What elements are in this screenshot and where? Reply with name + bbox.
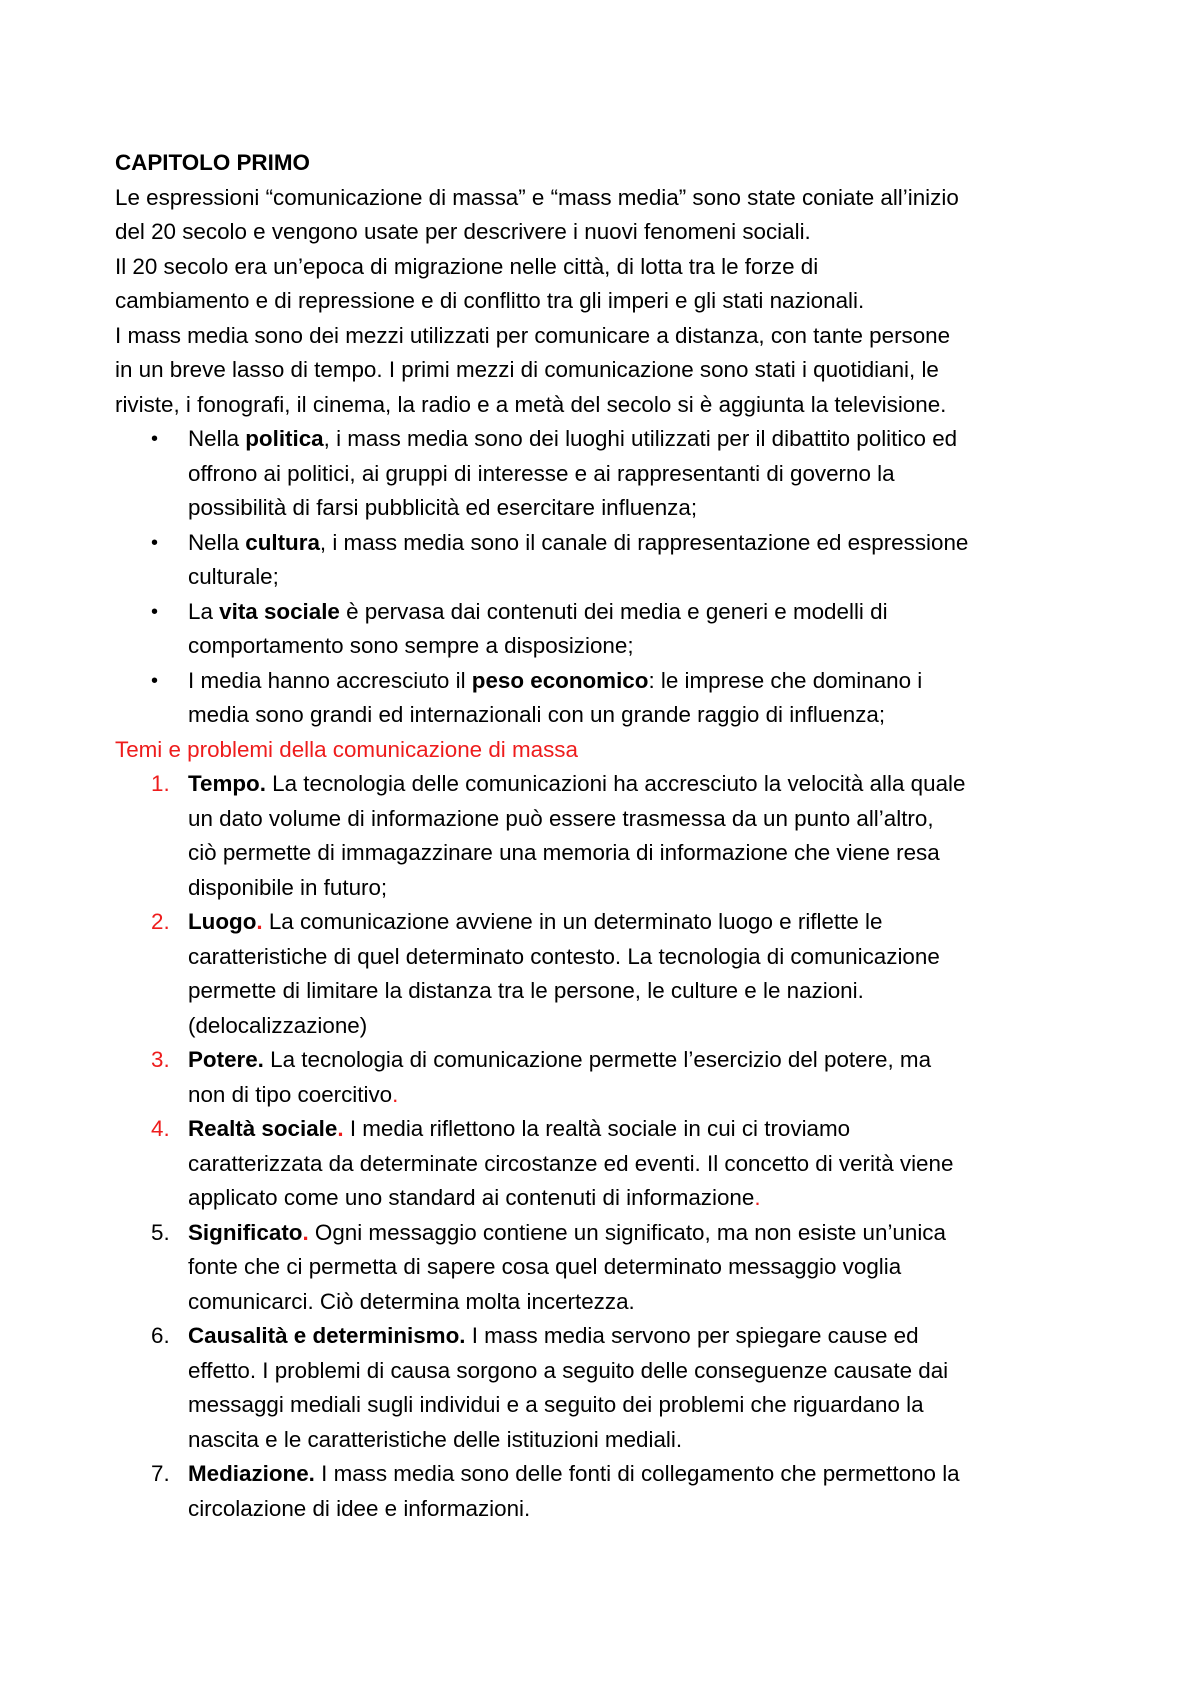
item-first-line [188,767,1100,802]
item-line-text: effetto. I problemi di causa sorgono a seguito delle conseguenze causate dai [188,1357,949,1383]
list-item-text: è pervasa dai contenuti dei media e generi e modelli di [339,598,888,624]
item-line [188,1492,1100,1527]
list-item-text: I media hanno accresciuto il [188,667,472,693]
item-line [188,1181,1100,1216]
list-item-text: Nella [188,426,246,451]
item-first-line [188,1043,1100,1078]
item-line-text: circolazione di idee e informazioni. [188,1495,531,1521]
list-item-keyword: peso economico [471,667,649,693]
list-item-first-line [188,664,1100,699]
item-line-text: comunicarci. Ciò determina molta incertezza. [188,1288,635,1314]
item-line [188,836,1100,871]
item-keyword: Potere. [188,1047,264,1072]
list-item-line: media sono grandi ed internazionali con un grande raggio di influenza; [188,702,886,727]
item-keyword: Causalità e determinismo. [188,1323,466,1348]
bullet-icon: • [151,531,159,554]
item-number: 5. [151,1219,170,1245]
item-text: Ogni messaggio contiene un significato, ma non esiste un’unica [308,1219,946,1245]
item-line [188,871,1100,906]
list-item [115,664,1100,733]
item-text: I mass media servono per spiegare cause ed [465,1323,919,1348]
list-item-first-line [188,422,1100,457]
item-keyword-dot: . [302,1219,309,1245]
item-line-text: messaggi mediali sugli individui e a seguito dei problemi che riguardano la [188,1392,924,1417]
section-title: Temi e problemi della comunicazione di massa [115,736,578,762]
intro-line: in un breve lasso di tempo. I primi mezzi di comunicazione sono stati i quotidiani, le [115,357,939,382]
item-keyword: Significato [188,1219,303,1245]
list-item-line: culturale; [188,564,279,589]
list-item-text: La [188,598,220,624]
item-line [188,1009,1100,1044]
list-item [115,526,1100,595]
item-tail-dot: . [392,1081,399,1107]
numbered-item [115,1043,1100,1112]
item-line-text: disponibile in futuro; [188,874,388,900]
intro-paragraph [115,181,1100,423]
item-line-text: caratteristiche di quel determinato contesto. La tecnologia di comunicazione [188,943,940,969]
item-line-text: (delocalizzazione) [188,1012,368,1038]
intro-line: cambiamento e di repressione e di conflitto tra gli imperi e gli stati nazionali. [115,288,865,313]
item-text: I mass media sono delle fonti di collegamento che permettono la [314,1461,960,1486]
item-keyword: Tempo. [188,771,266,796]
intro-line: del 20 secolo e vengono usate per descrivere i nuovi fenomeni sociali. [115,219,811,244]
item-line [188,940,1100,975]
item-line [188,1250,1100,1285]
item-line [188,1147,1100,1182]
item-number: 4. [151,1116,170,1141]
list-item-first-line [188,526,1100,561]
item-first-line [188,1216,1100,1251]
intro-line: Il 20 secolo era un’epoca di migrazione nelle città, di lotta tra le forze di [115,253,819,279]
list-item-text: Nella [188,529,246,555]
numbered-item [115,1216,1100,1320]
item-line [188,1285,1100,1320]
list-item-keyword: cultura [245,529,320,555]
item-line [188,1423,1100,1458]
item-text: La comunicazione avviene in un determinato luogo e riflette le [262,909,883,934]
list-item-line: comportamento sono sempre a disposizione; [188,633,634,658]
item-line-text: non di tipo coercitivo [188,1081,393,1107]
item-keyword-dot: . [256,909,263,934]
item-line-text: applicato come uno standard ai contenuti di informazione [188,1185,755,1210]
item-keyword: Mediazione. [188,1461,315,1486]
item-line-text: fonte che ci permetta di sapere cosa quel determinato messaggio voglia [188,1254,902,1279]
item-line-text: un dato volume di informazione può essere trasmessa da un punto all’altro, [188,805,934,831]
list-item-line: offrono ai politici, ai gruppi di interesse e ai rappresentanti di governo la [188,460,895,486]
item-line [188,1078,1100,1113]
item-keyword: Realtà sociale [188,1116,338,1141]
item-line-text: permette di limitare la distanza tra le persone, le culture e le nazioni. [188,978,864,1003]
numbered-list [115,767,1100,1526]
numbered-item [115,1319,1100,1457]
list-item-first-line [188,595,1100,630]
item-number: 6. [151,1323,170,1348]
bullet-icon: • [151,669,159,692]
item-line [188,802,1100,837]
item-first-line [188,1112,1100,1147]
numbered-item [115,1457,1100,1526]
item-first-line [188,1457,1100,1492]
list-item-text: , i mass media sono il canale di rappresentazione ed espressione [319,529,969,555]
item-line-text: ciò permette di immagazzinare una memoria di informazione che viene resa [188,840,940,865]
item-number: 1. [151,771,170,796]
list-item [115,422,1100,526]
bullet-icon: • [151,600,159,623]
bullet-icon: • [151,428,159,450]
intro-line: I mass media sono dei mezzi utilizzati per comunicare a distanza, con tante persone [115,322,951,348]
item-first-line [188,1319,1100,1354]
numbered-item [115,767,1100,905]
item-line [188,1388,1100,1423]
bullet-list [115,422,1100,733]
chapter-title: CAPITOLO PRIMO [115,150,310,175]
item-text: I media riflettono la realtà sociale in cui ci troviamo [343,1116,851,1141]
numbered-item [115,905,1100,1043]
list-item-keyword: vita sociale [219,598,340,624]
item-first-line [188,905,1100,940]
item-number: 2. [151,909,170,934]
intro-line: Le espressioni “comunicazione di massa” e “mass media” sono state coniate all’inizio [115,184,959,210]
item-number: 3. [151,1047,170,1072]
item-number: 7. [151,1461,170,1486]
item-line [188,974,1100,1009]
list-item-text: , i mass media sono dei luoghi utilizzati per il dibattito politico ed [323,426,958,451]
item-keyword: Luogo [188,909,257,934]
item-line-text: caratterizzata da determinate circostanze ed eventi. Il concetto di verità viene [188,1150,954,1176]
list-item-text: : le imprese che dominano i [648,667,923,693]
numbered-item [115,1112,1100,1216]
item-tail-dot: . [754,1185,761,1210]
list-item [115,595,1100,664]
intro-line: riviste, i fonografi, il cinema, la radio e a metà del secolo si è aggiunta la televisione. [115,391,947,417]
item-line-text: nascita e le caratteristiche delle istituzioni mediali. [188,1426,683,1452]
item-text: La tecnologia delle comunicazioni ha accresciuto la velocità alla quale [265,771,966,796]
item-text: La tecnologia di comunicazione permette l’esercizio del potere, ma [263,1047,932,1072]
list-item-line: possibilità di farsi pubblicità ed esercitare influenza; [188,495,698,520]
item-line [188,1354,1100,1389]
list-item-keyword: politica [245,426,324,451]
item-keyword-dot: . [337,1116,344,1141]
